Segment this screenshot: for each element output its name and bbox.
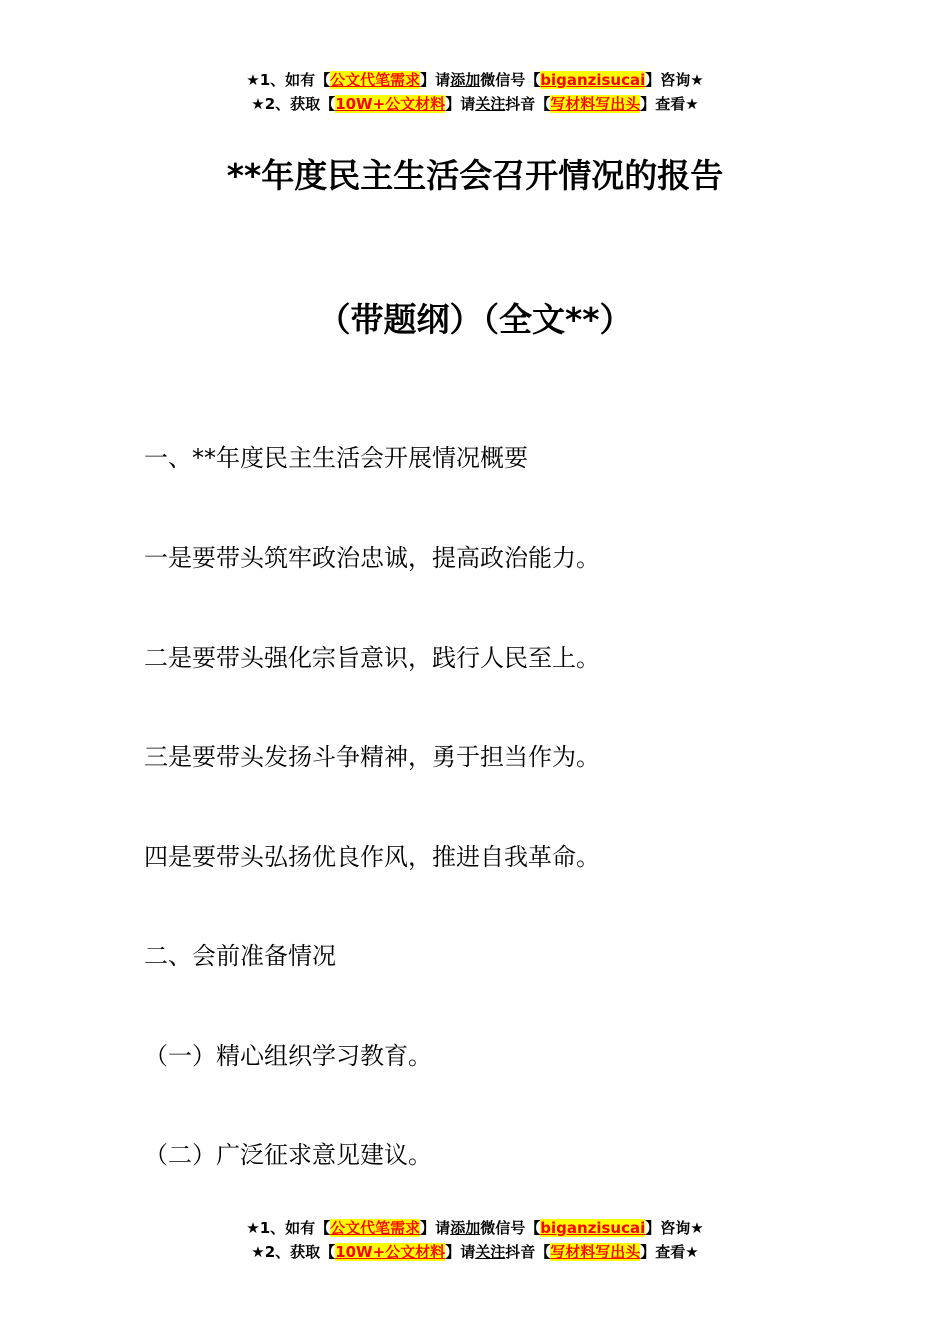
promo-highlight: 写材料写出头 [550, 1243, 641, 1261]
promo-line-2: ★2、获取【10W+公文材料】请关注抖音【写材料写出头】查看★ [251, 95, 699, 113]
paragraph: 三是要带头发扬斗争精神，勇于担当作为。 [144, 743, 600, 771]
paragraph: 四是要带头弘扬优良作风，推进自我革命。 [144, 843, 600, 871]
paragraph: 二是要带头强化宗旨意识，践行人民至上。 [144, 644, 600, 672]
footer-promo [0, 1216, 950, 1264]
promo-highlight: 10W+公文材料 [335, 95, 446, 113]
promo-line-1: ★1、如有【公文代笔需求】请添加微信号【biganzisucai】咨询★ [246, 1219, 704, 1237]
promo-highlight: biganzisucai [540, 1219, 646, 1237]
promo-highlight: biganzisucai [540, 71, 646, 89]
subsection-heading: （二）广泛征求意见建议。 [144, 1141, 432, 1169]
document-subtitle: （带题纲）（全文**） [317, 300, 633, 339]
header-promo [0, 68, 950, 116]
promo-highlight: 写材料写出头 [550, 95, 641, 113]
subsection-heading: （一）精心组织学习教育。 [144, 1042, 432, 1070]
promo-highlight: 公文代笔需求 [330, 1219, 421, 1237]
promo-highlight: 10W+公文材料 [335, 1243, 446, 1261]
section-heading: 二、会前准备情况 [144, 942, 336, 970]
section-heading: 一、**年度民主生活会开展情况概要 [144, 444, 528, 472]
promo-line-2: ★2、获取【10W+公文材料】请关注抖音【写材料写出头】查看★ [251, 1243, 699, 1261]
promo-line-1: ★1、如有【公文代笔需求】请添加微信号【biganzisucai】咨询★ [246, 71, 704, 89]
document-title: **年度民主生活会召开情况的报告 [226, 156, 724, 195]
promo-highlight: 公文代笔需求 [330, 71, 421, 89]
paragraph: 一是要带头筑牢政治忠诚，提高政治能力。 [144, 544, 600, 572]
